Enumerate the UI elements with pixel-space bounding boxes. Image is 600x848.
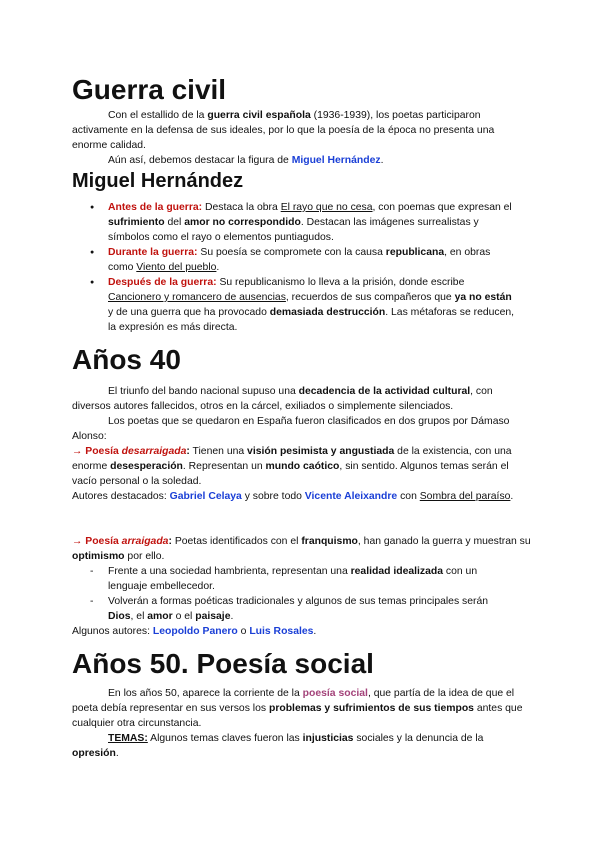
- text: . Representan un: [182, 461, 266, 472]
- bold-term: mundo caótico: [265, 461, 340, 472]
- colored-term: poesía social: [302, 688, 368, 699]
- bold-term: desesperación: [110, 461, 183, 472]
- bold-term: paisaje: [195, 611, 231, 622]
- text: En los años 50, aparece la corriente de la: [108, 688, 303, 699]
- text: .: [380, 155, 384, 166]
- paragraph-destacar: [72, 153, 532, 168]
- paragraph-grupos: Los poetas que se quedaron en España fueron clasificados en dos grupos por Dámaso Alonso:: [72, 416, 510, 442]
- bold-term: problemas y sufrimientos de sus tiempos: [268, 703, 474, 714]
- heading-anos-50: Años 50. Poesía social: [72, 648, 374, 679]
- text: Su poesía se compromete con la causa: [197, 247, 386, 258]
- bold-term: injusticias: [302, 733, 354, 744]
- bold-term: demasiada destrucción: [269, 307, 386, 318]
- text: Destaca la obra: [202, 202, 281, 213]
- paragraph-arraigada: [72, 534, 532, 564]
- text: , con diversos autores fallecidos, otros en la cárcel, exiliados o simplemente silenciados.: [72, 386, 493, 412]
- bold-term: guerra civil española: [207, 110, 311, 121]
- bold-term: decadencia de la actividad cultural: [298, 386, 471, 397]
- text: Su republicanismo lo lleva a la prisión, donde escribe: [216, 277, 465, 288]
- text: , recuerdos de sus compañeros que: [285, 292, 455, 303]
- author-name: Gabriel Celaya: [169, 491, 242, 502]
- temas-label: TEMAS:: [108, 733, 148, 744]
- text: Volverán a formas poéticas tradicionales y algunos de sus temas principales serán: [108, 596, 489, 607]
- arrow-label: → Poesía: [72, 536, 122, 547]
- text: Con el estallido de la: [108, 110, 208, 121]
- text: antes que cualquier otra circunstancia.: [72, 703, 523, 729]
- period-label: Durante la guerra:: [108, 247, 198, 258]
- text: , en obras como: [108, 247, 491, 273]
- text: Algunos temas claves fueron las: [147, 733, 303, 744]
- heading-miguel-hernandez: Miguel Hernández: [72, 170, 244, 192]
- bold-term: optimismo: [72, 551, 125, 562]
- text: Frente a una sociedad hambrienta, representan una: [108, 566, 351, 577]
- text: con un lenguaje embellecedor.: [108, 566, 478, 592]
- bold-term: opresión: [72, 748, 116, 759]
- text: y sobre todo: [241, 491, 305, 502]
- text: :: [186, 446, 190, 457]
- text: .: [115, 748, 119, 759]
- author-name: Luis Rosales: [249, 626, 314, 637]
- text: , han ganado la guerra y muestran su: [357, 536, 531, 547]
- text: . Las métaforas se reducen, la expresión es más directa.: [108, 307, 515, 333]
- paragraph-guerra-civil: [72, 108, 532, 153]
- list-item: [90, 275, 515, 335]
- bold-term: realidad idealizada: [350, 566, 444, 577]
- bold-term: franquismo: [301, 536, 358, 547]
- text: sociales y la denuncia de la: [353, 733, 484, 744]
- list-item: [90, 594, 515, 624]
- work-title: El rayo que no cesa: [280, 202, 373, 213]
- text: del: [164, 217, 185, 228]
- text: . Destacan las imágenes surrealistas y símbolos como el rayo o elementos puntiagudos.: [108, 217, 479, 243]
- author-name: Leopoldo Panero: [152, 626, 238, 637]
- text: .: [216, 262, 220, 273]
- period-label: Después de la guerra:: [108, 277, 217, 288]
- bold-term: amor no correspondido: [184, 217, 301, 228]
- bold-term: Dios: [108, 611, 131, 622]
- text: Aún así, debemos destacar la figura de: [108, 155, 292, 166]
- paragraph-temas: [72, 731, 532, 761]
- bold-term: ya no están: [454, 292, 512, 303]
- dash-list-arraigada: [90, 564, 515, 624]
- paragraph-algunos-autores: [72, 624, 532, 639]
- text: y de una guerra que ha provocado: [108, 307, 270, 318]
- bold-term: amor: [147, 611, 173, 622]
- text: por ello.: [124, 551, 165, 562]
- bold-term: republicana: [385, 247, 445, 258]
- text: , el: [130, 611, 148, 622]
- list-item: [90, 245, 515, 275]
- text: con: [397, 491, 420, 502]
- heading-anos-40: Años 40: [72, 344, 181, 375]
- text: , con poemas que expresan el: [372, 202, 512, 213]
- text: Algunos autores:: [72, 626, 153, 637]
- text: , sin sentido. Algunos temas serán el vacío personal o la soledad.: [72, 461, 509, 487]
- paragraph-autores-destacados: [72, 489, 532, 504]
- list-item: [90, 564, 515, 594]
- author-name: Miguel Hernández: [291, 155, 381, 166]
- text: o: [237, 626, 250, 637]
- text: .: [230, 611, 234, 622]
- text: de la existencia, con una enorme: [72, 446, 512, 472]
- paragraph-desarraigada: [72, 444, 532, 489]
- work-title: Cancionero y romancero de ausencias: [108, 292, 286, 303]
- text: Tienen una: [189, 446, 248, 457]
- text: .: [510, 491, 514, 502]
- heading-guerra-civil: Guerra civil: [72, 74, 227, 105]
- text: (1936-1939), los poetas participaron activamente en la defensa de sus ideales, por lo que la poesía de la época no presenta una enorme calidad.: [72, 110, 495, 151]
- text: .: [313, 626, 317, 637]
- group-label: arraigada: [121, 536, 169, 547]
- text: Autores destacados:: [72, 491, 170, 502]
- arrow-label: → Poesía: [72, 446, 122, 457]
- text: :: [168, 536, 172, 547]
- period-label: Antes de la guerra:: [108, 202, 203, 213]
- paragraph-poesia-social: [72, 686, 532, 731]
- work-title: Viento del pueblo: [136, 262, 217, 273]
- work-title: Sombra del paraíso: [419, 491, 511, 502]
- text: Poetas identificados con el: [171, 536, 302, 547]
- group-label: desarraigada: [121, 446, 187, 457]
- bullet-list-hernandez: [90, 200, 515, 335]
- author-name: Vicente Aleixandre: [304, 491, 398, 502]
- bold-term: visión pesimista y angustiada: [247, 446, 395, 457]
- paragraph-triunfo: [72, 384, 532, 414]
- text: o el: [172, 611, 196, 622]
- text: El triunfo del bando nacional supuso una: [108, 386, 299, 397]
- bold-term: sufrimiento: [108, 217, 165, 228]
- list-item: [90, 200, 515, 245]
- text: , que partía de la idea de que el poeta debía representar en sus versos los: [72, 688, 515, 714]
